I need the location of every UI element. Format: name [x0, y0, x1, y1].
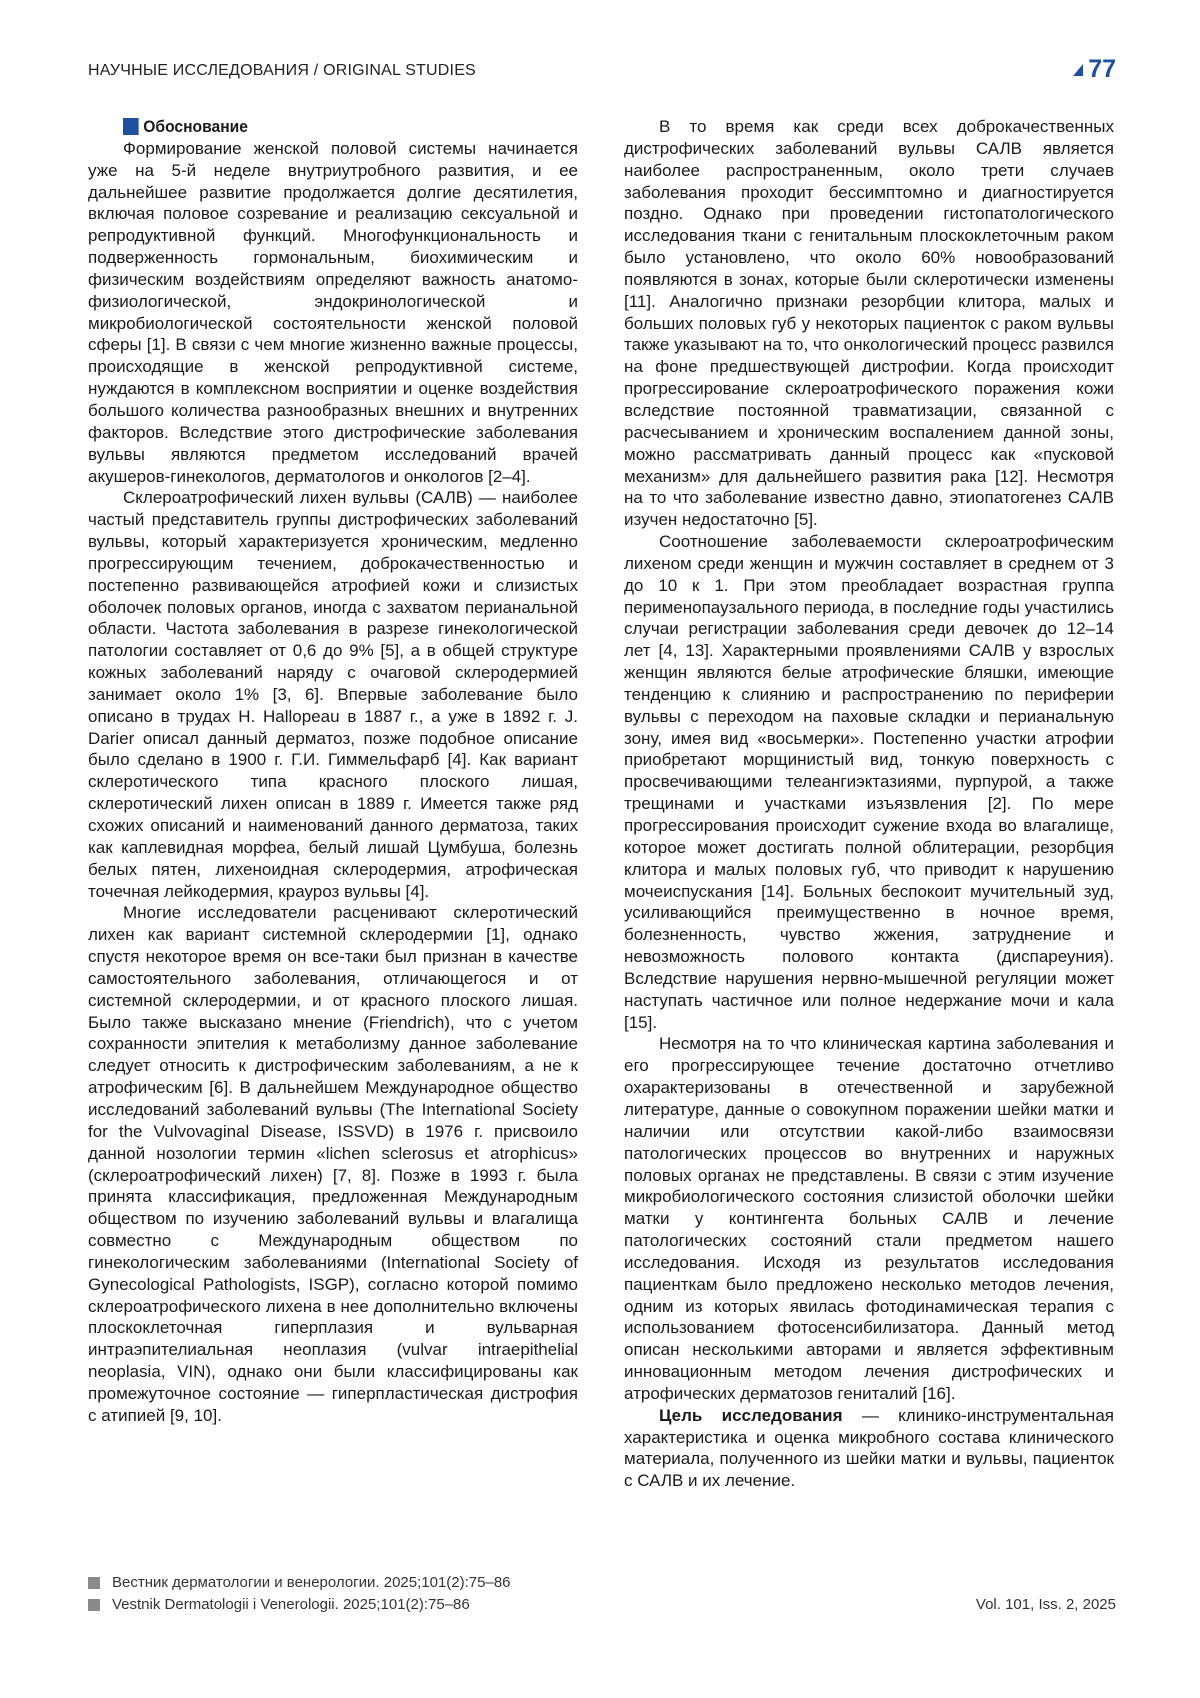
footer-citation-en: [88, 1596, 470, 1613]
paragraph: Несмотря на то что клиническая картина заболевания и его прогрессирующее течение достаточно отчетливо охарактеризованы в отечественной и зарубежной литературе, данные о совокупном поражении шейки матки и наличии или отсутствии какой-либо взаимосвязи патологических процессов во внутренних и наружных половых органах не представлены. В связи с этим изучение микробиологического состояния слизистой оболочки шейки матки у контингента больных САЛВ и лечение патологических состояний стали предметом нашего исследования. Исходя из результатов исследования пациенткам было предложено несколько методов лечения, одним из которых явилась фотодинамическая терапия с использованием фотосенсибилизатора. Данный метод описан несколькими авторами и является эффективным инновационным методом лечения дистрофических и атрофических дерматозов гениталий [16].: [624, 1034, 1114, 1403]
section-title-text: Обоснование: [143, 117, 248, 136]
paragraph: Соотношение заболеваемости склероатрофическим лихеном среди женщин и мужчин составляет в среднем от 3 до 10 к 1. При этом преобладает возрастная группа перименопаузального периода, в последние годы участились случаи регистрации заболевания среди девочек до 12–14 лет [4, 13]. Характерными проявлениями САЛВ у взрослых женщин являются белые атрофические бляшки, имеющие тенденцию к слиянию и распространению по периферии вульвы с переходом на паховые складки и перианальную зону, имея вид «восьмерки». Постепенно участки атрофии приобретают морщинистый вид, тонкую поверхность с просвечивающими телеангиэктазиями, пурпурой, а также трещинами и участками изъязвления [2]. По мере прогрессирования происходит сужение входа во влагалище, которое может достигать полной облитерации, резорбция клитора и малых половых губ, что приводит к нарушению мочеиспускания [14]. Больных беспокоит мучительный зуд, усиливающийся преимущественно в ночное время, болезненность, чувство жжения, затруднение и невозможность полового контакта (диспареуния). Вследствие нарушения нервно-мышечной регуляции может наступать частичное или полное недержание мочи и кала [15].: [624, 532, 1114, 1032]
running-header: НАУЧНЫЕ ИССЛЕДОВАНИЯ / ORIGINAL STUDIES: [88, 62, 476, 79]
triangle-icon: [1073, 64, 1083, 76]
aim-lead: Цель исследования: [659, 1405, 843, 1425]
footer-citation-ru: [88, 1574, 511, 1591]
section-title: [123, 116, 542, 138]
square-bullet-icon: [88, 1599, 100, 1611]
page-number: [1073, 55, 1116, 84]
paragraph: Многие исследователи расценивают склеротический лихен как вариант системной склеродермии [1], однако спустя некоторое время он все-таки был признан в качестве самостоятельного заболевания, отличающегося и от системной склеродермии, и от красного плоского лишая. Было также высказано мнение (Friendrich), что с учетом сохранности эпителия к метаболизму данное заболевание следует относить к дистрофическим заболеваниям, а не к атрофическим [6]. В дальнейшем Международное общество исследований заболеваний вульвы (The International Society for the Vulvovaginal Disease, ISSVD) в 1976 г. присвоило данной нозологии термин «lichen sclerosus et atrophicus» (склероатрофический лихен) [7, 8]. Позже в 1993 г. была принята классификация, предложенная Международным обществом по изучению заболеваний вульвы и влагалища совместно с Международным обществом по гинекологическим заболеваниями (International Society of Gynecological Pathologists, ISGP), согласно которой помимо склероатрофического лихена в нее дополнительно включены плоскоклеточная гиперплазия и вульварная интраэпителиальная неоплазия (vulvar intraepithelial neoplasia, VIN), однако они были классифицированы как промежуточное состояние — гиперпластическая дистрофия с атипией [9, 10].: [88, 903, 578, 1425]
paragraph: Формирование женской половой системы начинается уже на 5-й неделе внутриутробного развития, и ее дальнейшее развитие продолжается долгие десятилетия, включая половое созревание и реализацию сексуальной и репродуктивной функций. Многофункциональность и подверженность гормональным, биохимическим и физическим воздействиям определяют важность анатомо-физиологической, эндокринологической и микробиологической состоятельности женской половой сферы [1]. В связи с чем многие жизненно важные процессы, происходящие в женской репродуктивной системе, нуждаются в комплексном восприятии и оценке воздействия большого количества разнообразных внешних и внутренних факторов. Вследствие этого дистрофические заболевания вульвы являются предметом исследований врачей акушеров-гинекологов, дерматологов и онкологов [2–4].: [88, 138, 578, 486]
square-bullet-icon: [88, 1577, 100, 1589]
aim-text: — клинико-инструментальная характеристика и оценка микробного состава клинического материала, полученного из шейки матки и вульвы, пациенток с САЛВ и их лечение.: [624, 1405, 1114, 1491]
page-number-value: 77: [1088, 55, 1116, 83]
left-column: [88, 116, 578, 1427]
square-bullet-icon: [123, 118, 139, 135]
footer-volume: Vol. 101, Iss. 2, 2025: [975, 1596, 1116, 1613]
aim-paragraph: [624, 1405, 1114, 1492]
right-column: [624, 116, 1114, 1492]
paragraph: В то время как среди всех доброкачественных дистрофических заболеваний вульвы САЛВ является наиболее распространенным, около трети случаев заболевания проходит бессимптомно и диагностируется поздно. Однако при проведении гистопатологического исследования ткани с генитальным плоскоклеточным раком было установлено, что около 60% новообразований появляются в зонах, которые были склеротически изменены [11]. Аналогично признаки резорбции клитора, малых и больших половых губ у некоторых пациенток с раком вульвы также указывают на то, что онкологический процесс развился на фоне предшествующей дистрофии. Когда происходит прогрессирование склероатрофического поражения кожи вследствие постоянной травматизации, связанной с расчесыванием и хроническим воспалением данной зоны, можно рассматривать данный процесс как «пусковой механизм» для дальнейшего развития рака [12]. Несмотря на то что заболевание известно давно, этиопатогенез САЛВ изучен недостаточно [5].: [624, 117, 1114, 530]
paragraph: Склероатрофический лихен вульвы (САЛВ) — наиболее частый представитель группы дистрофических заболеваний вульвы, который характеризуется хроническим, медленно прогрессирующим течением, доброкачественностью и постепенно развивающейся атрофией кожи и слизистых оболочек половых органов, иногда с захватом перианальной области. Частота заболевания в разрезе гинекологической патологии составляет от 0,6 до 9% [5], а в общей структуре кожных заболеваний наряду с очаговой склеродермией занимает около 1% [3, 6]. Впервые заболевание было описано в трудах H. Hallopeau в 1887 г., а уже в 1892 г. J. Darier описал данный дерматоз, позже подобное описание было сделано в 1900 г. Г.И. Гиммельфарб [4]. Как вариант склеротического типа красного плоского лишая, склеротический лихен описан в 1889 г. Имеется также ряд схожих описаний и наименований данного дерматоза, таких как каплевидная морфеа, белый лишай Цумбуша, болезнь белых пятен, лихеноидная склеродермия, атрофическая точечная лейкодермия, крауроз вульвы [4].: [88, 488, 578, 901]
footer-citation-ru-text: Вестник дерматологии и венерологии. 2025;101(2):75–86: [112, 1574, 511, 1591]
footer-citation-en-text: Vestnik Dermatologii i Venerologii. 2025;101(2):75–86: [112, 1596, 470, 1613]
